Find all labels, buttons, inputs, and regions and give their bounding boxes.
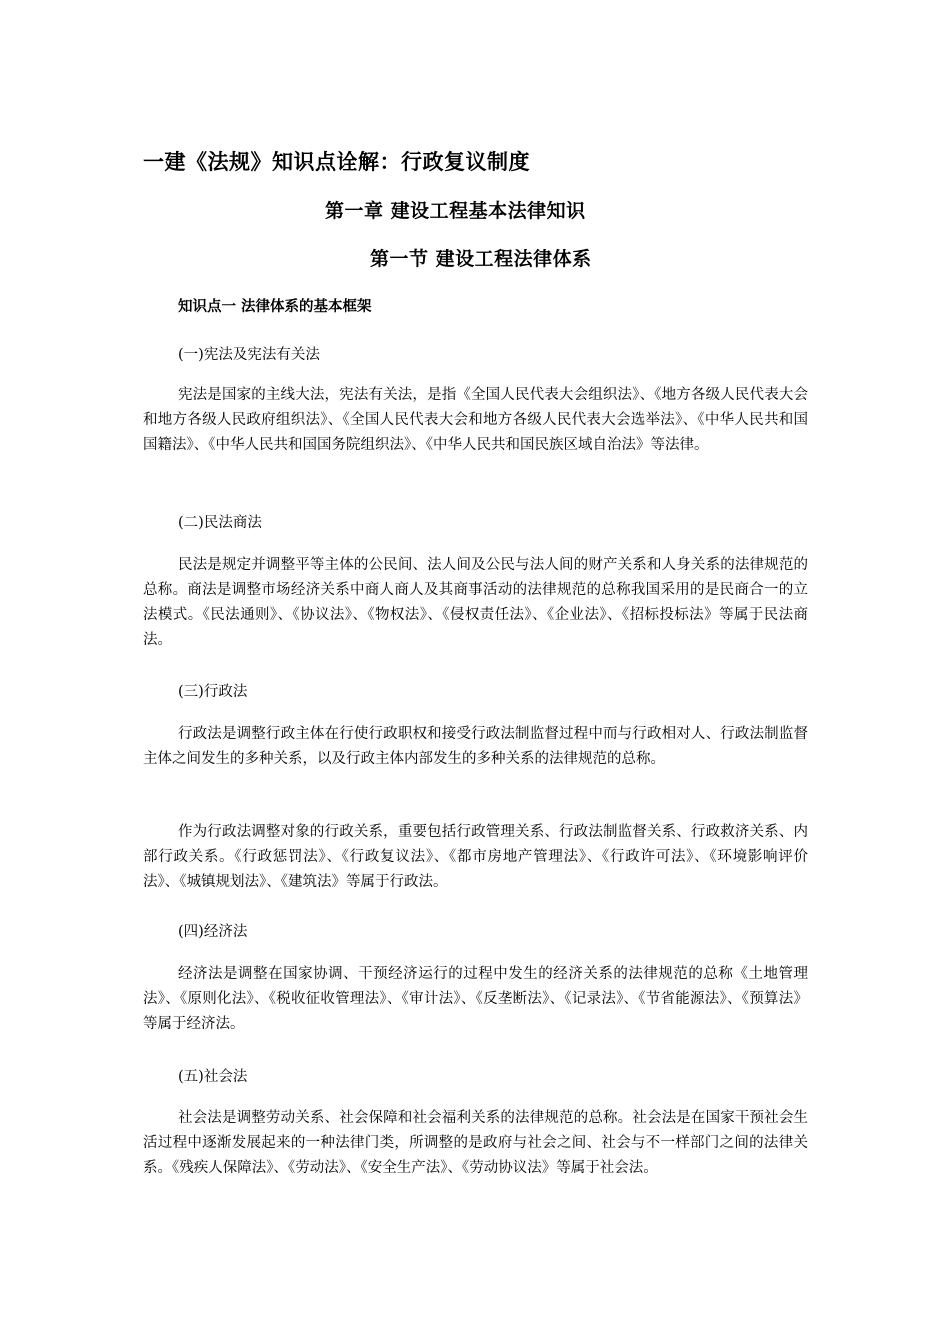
part-paragraph-3b: 作为行政法调整对象的行政关系，重要包括行政管理关系、行政法制监督关系、行政救济关系、内部行政关系。《行政惩罚法》、《行政复议法》、《都市房地产管理法》、《行政许可法》、《环境影响评价法》、《城镇规划法》、《建筑法》等属于行政法。 [143, 824, 808, 890]
part-heading-2: (二)民法商法 [178, 515, 262, 531]
chapter-title: 第一章 建设工程基本法律知识 [325, 200, 586, 222]
part-paragraph-2: 民法是规定并调整平等主体的公民间、法人间及公民与法人间的财产关系和人身关系的法律规范的总称。商法是调整市场经济关系中商人商人及其商事活动的法律规范的总称我国采用的是民商合一的立法模式。《民法通则》、《协议法》、《物权法》、《侵权责任法》、《企业法》、《招标投标法》等属于民法商法。 [143, 557, 808, 648]
part-paragraph-3a: 行政法是调整行政主体在行使行政职权和接受行政法制监督过程中而与行政相对人、行政法制监督主体之间发生的多种关系，以及行政主体内部发生的多种关系的法律规范的总称。 [143, 726, 808, 767]
part-heading-1: (一)宪法及宪法有关法 [178, 347, 320, 363]
document-title: 一建《法规》知识点诠解：行政复议制度 [143, 150, 530, 174]
part-paragraph-5: 社会法是调整劳动关系、社会保障和社会福利关系的法律规范的总称。社会法是在国家干预社会生活过程中逐渐发展起来的一种法律门类，所调整的是政府与社会之间、社会与不一样部门之间的法律关系。《残疾人保障法》、《劳动法》、《安全生产法》、《劳动协议法》等属于社会法。 [143, 1110, 808, 1176]
part-heading-3: (三)行政法 [178, 684, 248, 700]
knowledge-point-title: 知识点一 法律体系的基本框架 [178, 299, 372, 315]
part-paragraph-4: 经济法是调整在国家协调、干预经济运行的过程中发生的经济关系的法律规范的总称《土地管理法》、《原则化法》、《税收征收管理法》、《审计法》、《反垄断法》、《记录法》、《节省能源法》、《预算法》等属于经济法。 [143, 966, 808, 1032]
part-heading-4: (四)经济法 [178, 924, 248, 940]
section-title: 第一节 建设工程法律体系 [370, 248, 592, 270]
part-heading-5: (五)社会法 [178, 1069, 248, 1085]
part-paragraph-1: 宪法是国家的主线大法，宪法有关法，是指《全国人民代表大会组织法》、《地方各级人民代表大会和地方各级人民政府组织法》、《全国人民代表大会和地方各级人民代表大会选举法》、《中华人民共和国国籍法》、《中华人民共和国国务院组织法》、《中华人民共和国民族区域自治法》等法律。 [143, 387, 808, 453]
